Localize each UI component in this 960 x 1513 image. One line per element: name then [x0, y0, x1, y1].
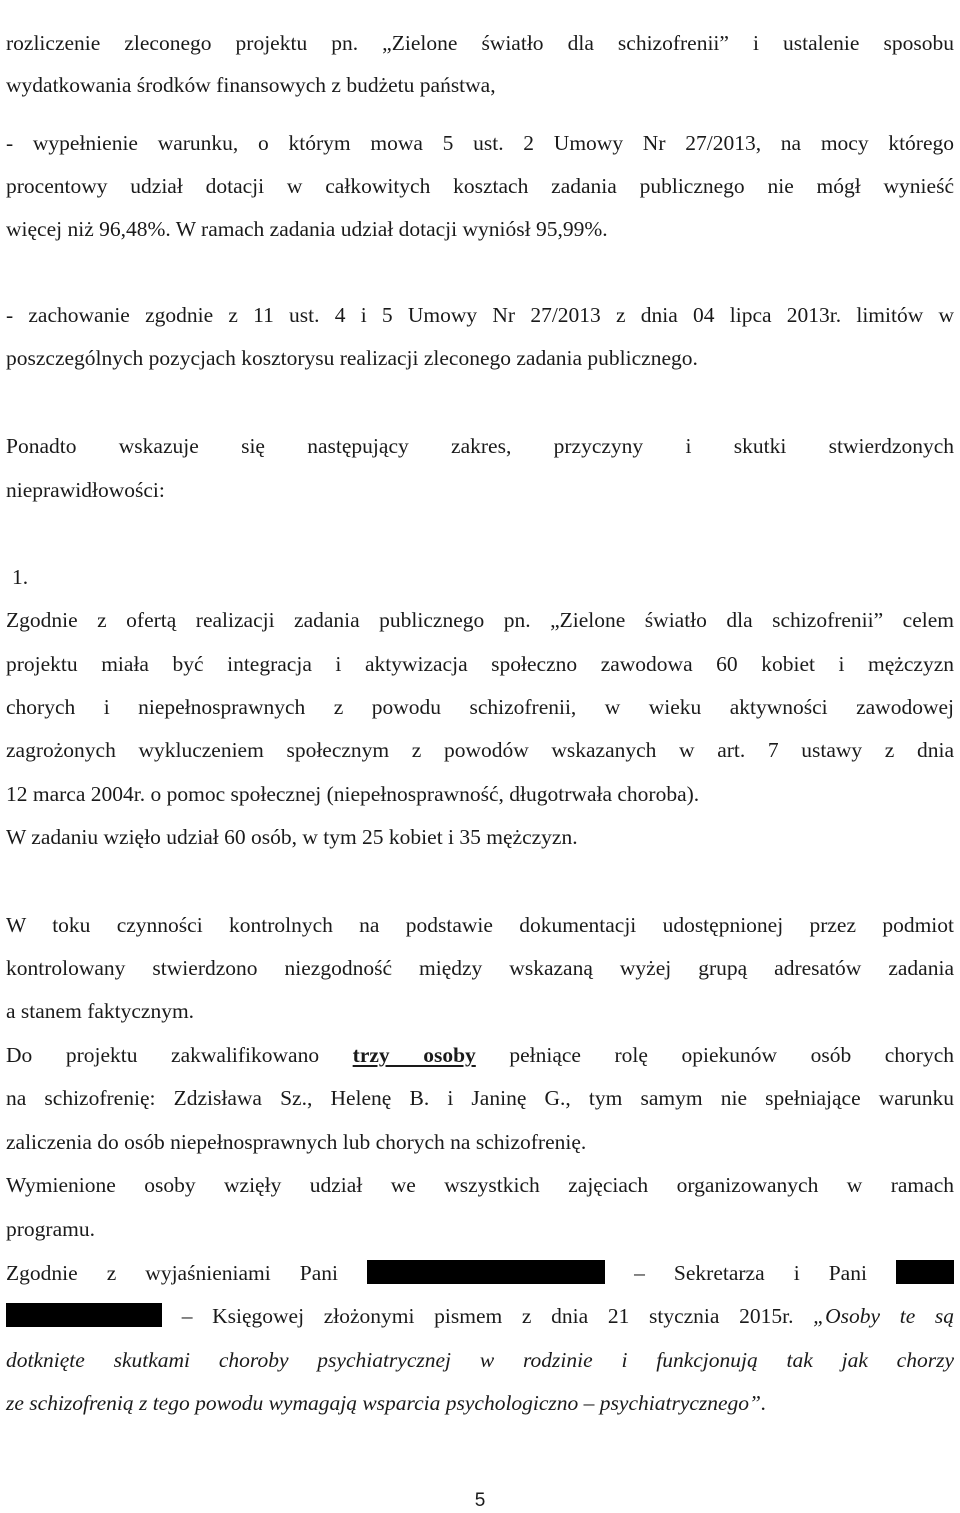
text-line-7: poszczególnych pozycjach kosztorysu realizacji zleconego zadania publicznego. [6, 346, 698, 370]
text-line-27: dotknięte skutkami choroby psychiatrycznej w rodzinie i funkcjonują tak jak chorzy [6, 1348, 954, 1372]
italic-text: „Osoby te są [813, 1304, 955, 1328]
text-line-20 [6, 1042, 954, 1068]
text-line-17: W toku czynności kontrolnych na podstawie dokumentacji udostępnionej przez podmiot [6, 913, 954, 937]
text-line-26 [6, 1303, 954, 1329]
redaction-bar [6, 1303, 162, 1327]
text-line-22: zaliczenia do osób niepełnosprawnych lub chorych na schizofrenię. [6, 1130, 587, 1154]
underlined-text: trzy osoby [352, 1043, 476, 1067]
text-line-11: Zgodnie z ofertą realizacji zadania publicznego pn. „Zielone światło dla schizofrenii” celem [6, 608, 954, 632]
text-line-9: nieprawidłowości: [6, 478, 165, 502]
text-line-24: programu. [6, 1217, 95, 1241]
text-segment: – Księgowej złożonymi pismem z dnia 21 stycznia 2015r. [181, 1304, 794, 1328]
redaction-bar [896, 1260, 954, 1284]
text-line-6: - zachowanie zgodnie z 11 ust. 4 i 5 Umowy Nr 27/2013 z dnia 04 lipca 2013r. limitów w [6, 303, 954, 327]
text-line-14: zagrożonych wykluczeniem społecznym z powodów wskazanych w art. 7 ustawy z dnia [6, 738, 954, 762]
text-line-12: projektu miała być integracja i aktywizacja społeczno zawodowa 60 kobiet i mężczyzn [6, 652, 954, 676]
text-line-21: na schizofrenię: Zdzisława Sz., Helenę B. i Janinę G., tym samym nie spełniające warunku [6, 1086, 954, 1110]
list-number: 1. [12, 565, 29, 589]
text-line-15: 12 marca 2004r. o pomoc społecznej (niepełnosprawność, długotrwała choroba). [6, 782, 700, 806]
text-line-8: Ponadto wskazuje się następujący zakres, przyczyny i skutki stwierdzonych [6, 434, 954, 458]
text-segment: – Sekretarza i Pani [634, 1261, 867, 1285]
text-line-19: a stanem faktycznym. [6, 999, 195, 1023]
text-segment: pełniące rolę opiekunów osób chorych [509, 1043, 955, 1067]
text-line-13: chorych i niepełnosprawnych z powodu schizofrenii, w wieku aktywności zawodowej [6, 695, 954, 719]
text-line-25 [6, 1260, 954, 1286]
text-line-16: W zadaniu wzięło udział 60 osób, w tym 25 kobiet i 35 mężczyzn. [6, 825, 578, 849]
text-line-2: wydatkowania środków finansowych z budżetu państwa, [6, 73, 496, 97]
text-segment: Zgodnie z wyjaśnieniami Pani [6, 1261, 338, 1285]
text-line-18: kontrolowany stwierdzono niezgodność między wskazaną wyżej grupą adresatów zadania [6, 956, 954, 980]
text-line-5: więcej niż 96,48%. W ramach zadania udział dotacji wyniósł 95,99%. [6, 217, 608, 241]
page-number: 5 [474, 1490, 486, 1511]
text-line-3: - wypełnienie warunku, o którym mowa 5 ust. 2 Umowy Nr 27/2013, na mocy którego [6, 131, 954, 155]
text-segment: Do projektu zakwalifikowano [6, 1043, 320, 1067]
text-line-23: Wymienione osoby wzięły udział we wszystkich zajęciach organizowanych w ramach [6, 1173, 954, 1197]
redaction-bar [367, 1260, 605, 1284]
text-line-4: procentowy udział dotacji w całkowitych kosztach zadania publicznego nie mógł wynieść [6, 174, 954, 198]
text-line-28: ze schizofrenią z tego powodu wymagają wsparcia psychologiczno – psychiatrycznego”. [6, 1391, 767, 1415]
text-line-1: rozliczenie zleconego projektu pn. „Zielone światło dla schizofrenii” i ustalenie sposobu [6, 31, 954, 55]
